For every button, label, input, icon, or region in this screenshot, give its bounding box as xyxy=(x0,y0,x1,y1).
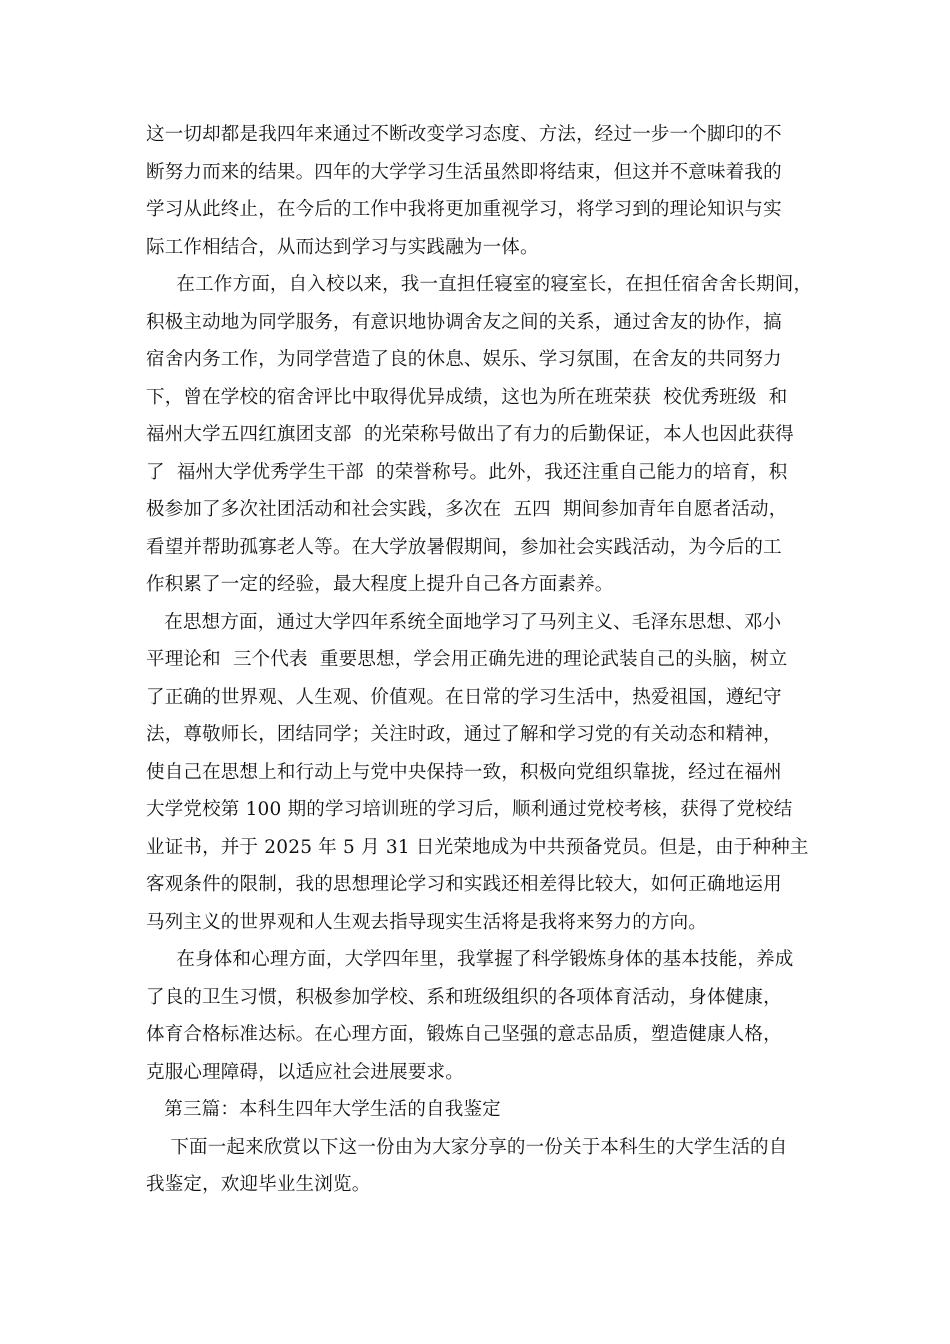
text-line: 福州大学五四红旗团支部 的光荣称号做出了有力的后勤保证，本人也因此获得 xyxy=(146,424,794,445)
text-line: 断努力而来的结果。四年的大学学习生活虽然即将结束，但这并不意味着我的 xyxy=(146,162,782,183)
text-line: 在思想方面，通过大学四年系统全面地学习了马列主义、毛泽东思想、邓小 xyxy=(146,612,782,633)
text-line: 学习从此终止，在今后的工作中我将更加重视学习，将学习到的理论知识与实 xyxy=(146,199,782,220)
text-line: 在身体和心理方面，大学四年里，我掌握了科学锻炼身体的基本技能，养成 xyxy=(146,949,794,970)
text-line: 看望并帮助孤寡老人等。在大学放暑假期间，参加社会实践活动，为今后的工 xyxy=(146,537,782,558)
text-line: 这一切却都是我四年来通过不断改变学习态度、方法，经过一步一个脚印的不 xyxy=(146,124,782,145)
text-line: 我鉴定，欢迎毕业生浏览。 xyxy=(146,1174,371,1195)
text-line: 了正确的世界观、人生观、价值观。在日常的学习生活中，热爱祖国，遵纪守 xyxy=(146,687,782,708)
text-line: 平理论和 三个代表 重要思想，学会用正确先进的理论武装自己的头脑，树立 xyxy=(146,649,788,670)
text-line: 客观条件的限制，我的思想理论学习和实践还相差得比较大，如何正确地运用 xyxy=(146,874,782,895)
text-line: 在工作方面，自入校以来，我一直担任寝室的寝室长，在担任宿舍舍长期间， xyxy=(146,274,813,295)
text-line: 宿舍内务工作，为同学营造了良的休息、娱乐、学习氛围，在舍友的共同努力 xyxy=(146,349,782,370)
text-line: 业证书，并于 2025 年 5 月 31 日光荣地成为中共预备党员。但是，由于种种主 xyxy=(146,837,809,858)
text-line: 作积累了一定的经验，最大程度上提升自己各方面素养。 xyxy=(146,574,614,595)
text-line: 使自己在思想上和行动上与党中央保持一致，积极向党组织靠拢，经过在福州 xyxy=(146,762,782,783)
text-line: 法，尊敬师长，团结同学；关注时政，通过了解和学习党的有关动态和精神， xyxy=(146,724,782,745)
text-line: 际工作相结合，从而达到学习与实践融为一体。 xyxy=(146,237,539,258)
text-line: 极参加了多次社团活动和社会实践，多次在 五四 期间参加青年自愿者活动， xyxy=(146,499,788,520)
text-line: 下面一起来欣赏以下这一份由为大家分享的一份关于本科生的大学生活的自 xyxy=(146,1137,788,1158)
text-line: 了 福州大学优秀学生干部 的荣誉称号。此外，我还注重自己能力的培育，积 xyxy=(146,462,788,483)
text-line: 体育合格标准达标。在心理方面，锻炼自己坚强的意志品质，塑造健康人格， xyxy=(146,1024,782,1045)
text-line: 马列主义的世界观和人生观去指导现实生活将是我将来努力的方向。 xyxy=(146,912,708,933)
text-line: 大学党校第 100 期的学习培训班的学习后，顺利通过党校考核，获得了党校结 xyxy=(146,799,793,820)
text-line: 克服心理障碍，以适应社会进展要求。 xyxy=(146,1062,464,1083)
text-line: 下，曾在学校的宿舍评比中取得优异成绩，这也为所在班荣获 校优秀班级 和 xyxy=(146,387,788,408)
text-line: 积极主动地为同学服务，有意识地协调舍友之间的关系，通过舍友的协作，搞 xyxy=(146,312,782,333)
section-heading: 第三篇：本科生四年大学生活的自我鉴定 xyxy=(146,1099,501,1120)
text-line: 了良的卫生习惯，积极参加学校、系和班级组织的各项体育活动，身体健康， xyxy=(146,987,782,1008)
